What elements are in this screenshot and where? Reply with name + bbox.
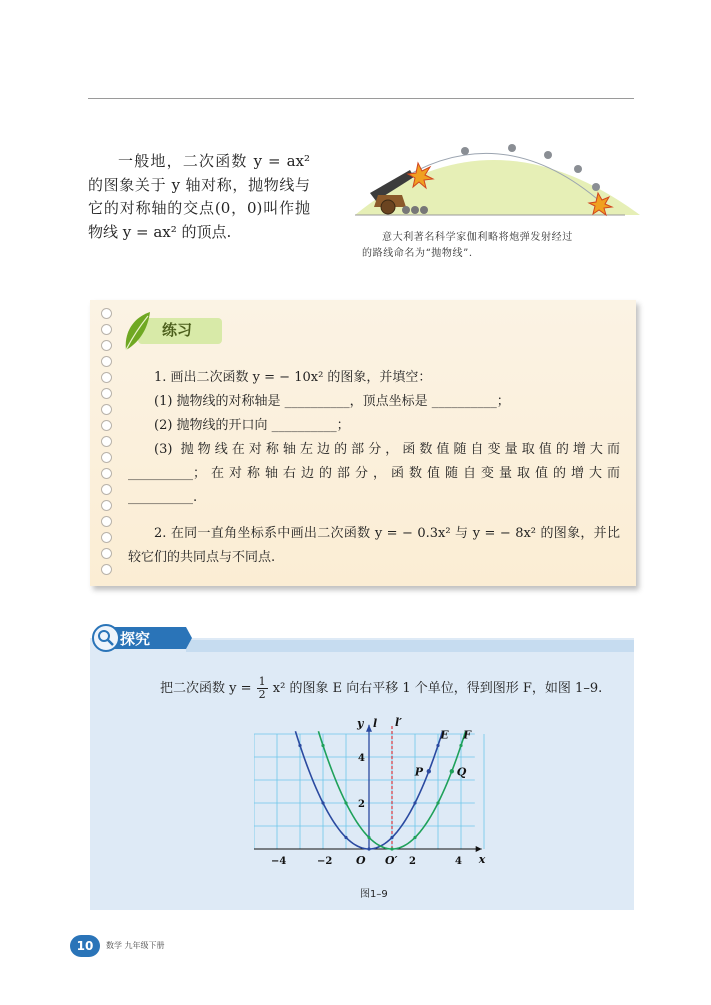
binder-ring	[101, 516, 112, 527]
data-point-E	[298, 744, 301, 747]
fraction-denominator: 2	[258, 688, 266, 701]
origin-label: O	[356, 854, 366, 867]
practice-questions	[128, 366, 620, 570]
data-point-F	[344, 801, 347, 804]
statement-end: x² 的图象 E 向右平移 1 个单位，得到图形 F，如图 1–9.	[272, 681, 603, 696]
binder-ring	[101, 532, 112, 543]
binder-ring	[101, 388, 112, 399]
point-p-label: P	[414, 765, 424, 779]
explore-statement	[160, 676, 602, 701]
cannonball	[592, 183, 600, 191]
book-title: 数学 九年级下册	[106, 941, 165, 950]
x-axis-label: x	[478, 853, 486, 866]
binder-ring	[101, 404, 112, 415]
magnifier-icon	[93, 625, 119, 651]
binder-ring	[101, 452, 112, 463]
question-2-line-2: 较它们的共同点与不同点.	[128, 550, 276, 565]
question-1-part-3-line-1: (3) 抛物线在对称轴左边的部分，函数值随自变量取值的增大而	[154, 442, 620, 457]
binder-ring	[101, 308, 112, 319]
fraction-numerator: 1	[258, 675, 266, 688]
question-1-part-3-line-2: __________；在对称轴右边的部分，函数值随自变量取值的增大而	[128, 466, 620, 481]
data-point-E	[413, 801, 416, 804]
data-point-F	[459, 744, 462, 747]
data-point-F	[436, 801, 439, 804]
vertex-o-prime-label: O′	[385, 854, 398, 867]
cannonball	[544, 151, 552, 159]
caption-line-2: 的路线命名为“抛物线”.	[362, 248, 473, 259]
cannonball	[574, 165, 582, 173]
graph-axes	[254, 725, 482, 852]
line-l-label: l	[373, 717, 378, 731]
cannonball	[461, 147, 469, 155]
binder-ring	[101, 356, 112, 367]
page-number: 10	[76, 939, 94, 953]
question-1-part-2: (2) 抛物线的开口向 __________；	[154, 418, 350, 433]
illustration-caption	[362, 230, 652, 262]
question-1-part-1: (1) 抛物线的对称轴是 __________，顶点坐标是 __________；	[154, 394, 510, 409]
binder-ring	[101, 500, 112, 511]
binder-ring	[101, 324, 112, 335]
x-tick-label: −2	[317, 856, 333, 867]
cannon-illustration	[340, 115, 640, 240]
intro-paragraph-block	[88, 150, 310, 244]
binder-ring	[101, 484, 112, 495]
binder-ring	[101, 436, 112, 447]
practice-title: 练习	[162, 321, 193, 339]
data-point-E	[390, 836, 393, 839]
question-1-part-3-line-3: __________.	[128, 490, 198, 505]
x-axis-arrow-icon	[476, 846, 482, 852]
data-point-E	[436, 744, 439, 747]
top-rule	[88, 98, 634, 99]
data-point-F	[413, 836, 416, 839]
x-tick-label: −4	[271, 856, 287, 867]
binder-ring	[101, 420, 112, 431]
explore-title: 探究	[120, 630, 151, 648]
curve-e-label: E	[440, 728, 449, 742]
data-point-F	[390, 847, 393, 850]
data-point-E	[344, 836, 347, 839]
cannonball	[508, 144, 516, 152]
binder-ring	[101, 564, 112, 575]
intro-paragraph: 一般地，二次函数 y = ax² 的图象关于 y 轴对称，抛物线与它的对称轴的交点(0，0)叫作抛物线 y = ax² 的顶点.	[88, 152, 310, 241]
y-axis-arrow-icon	[366, 725, 372, 732]
binder-ring	[101, 548, 112, 559]
explore-header	[92, 624, 634, 652]
fraction-one-half	[257, 676, 268, 701]
leaf-icon	[118, 308, 154, 354]
y-axis-label: y	[357, 717, 364, 731]
binder-ring	[101, 340, 112, 351]
data-point-F	[321, 744, 324, 747]
question-1: 1. 画出二次函数 y = − 10x² 的图象，并填空：	[154, 370, 432, 385]
data-point-F	[367, 836, 370, 839]
binder-ring	[101, 372, 112, 383]
point-Q	[450, 769, 454, 773]
curve-f-label: F	[463, 728, 472, 742]
y-tick-label: 2	[358, 799, 365, 810]
graph-curves	[295, 728, 465, 850]
data-point-E	[321, 801, 324, 804]
x-tick-label: 4	[455, 856, 462, 867]
statement-start: 把二次函数 y =	[160, 681, 252, 696]
point-P	[427, 769, 431, 773]
practice-box	[90, 300, 636, 586]
caption-line-1: 意大利著名科学家伽利略将炮弹发射经过	[382, 232, 573, 243]
figure-caption: 图1–9	[360, 889, 388, 900]
figure-1-9-graph	[254, 703, 494, 869]
point-q-label: Q	[456, 765, 467, 779]
x-tick-label: 2	[409, 856, 416, 867]
question-2-line-1: 2. 在同一直角坐标系中画出二次函数 y = − 0.3x² 与 y = − 8x² 的图象，并比	[154, 526, 620, 541]
line-l-prime-label: l′	[395, 715, 403, 729]
binder-ring	[101, 468, 112, 479]
data-point-E	[367, 847, 370, 850]
y-tick-label: 4	[358, 753, 365, 764]
